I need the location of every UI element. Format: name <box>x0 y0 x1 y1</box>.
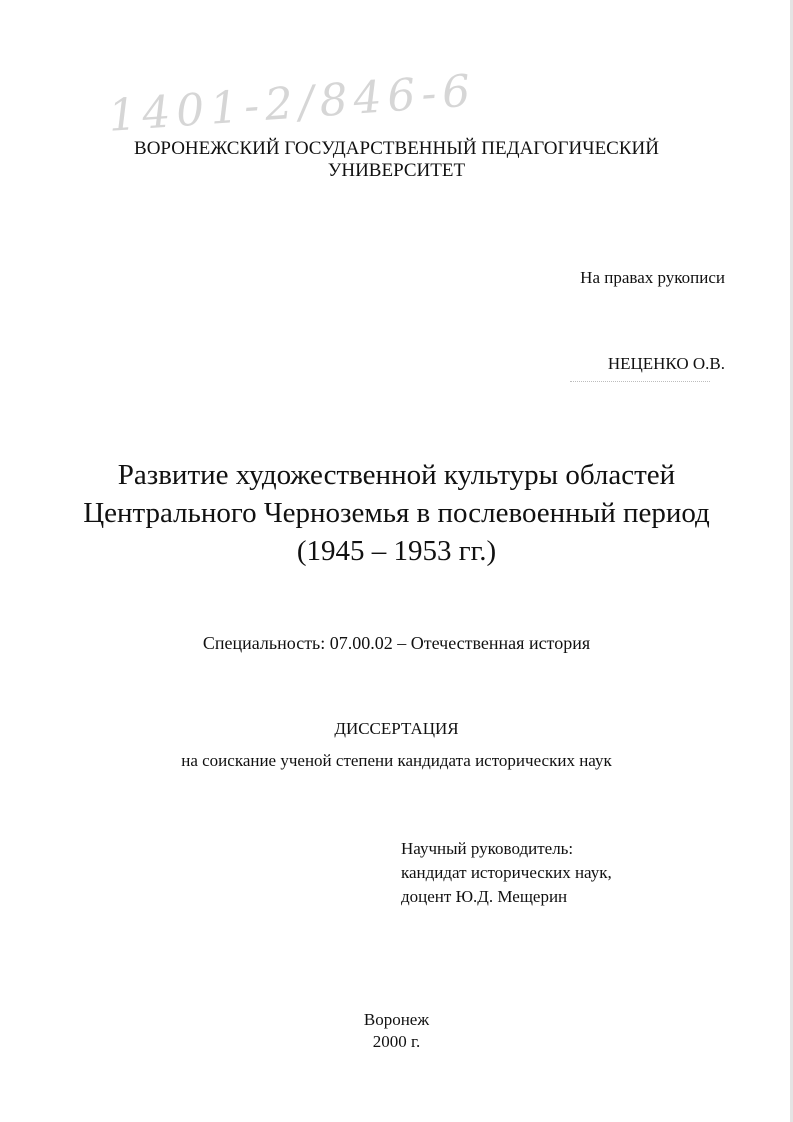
institution-name <box>0 138 793 182</box>
institution-line-2: УНИВЕРСИТЕТ <box>327 160 466 181</box>
dissertation-title <box>0 456 793 570</box>
author-underline <box>570 381 710 383</box>
supervisor-block <box>401 837 612 909</box>
city: Воронеж <box>363 1010 430 1029</box>
supervisor-line-2: кандидат исторических наук, <box>401 863 612 882</box>
place-and-year <box>0 1009 793 1053</box>
institution-line-1: ВОРОНЕЖСКИЙ ГОСУДАРСТВЕННЫЙ ПЕДАГОГИЧЕСКИЙ <box>134 138 659 159</box>
year: 2000 г. <box>372 1032 421 1051</box>
supervisor-line-3: доцент Ю.Д. Мещерин <box>401 887 568 906</box>
rights-note: На правах рукописи <box>580 268 725 287</box>
title-line-2: Центрального Черноземья в послевоенный период <box>83 497 710 529</box>
title-line-1: Развитие художественной культуры областей <box>117 459 676 491</box>
author-name: НЕЦЕНКО О.В. <box>607 354 725 373</box>
title-line-3: (1945 – 1953 гг.) <box>296 535 497 567</box>
degree-purpose: на соискание ученой степени кандидата исторических наук <box>181 751 612 770</box>
supervisor-line-1: Научный руководитель: <box>401 839 574 858</box>
specialty: Специальность: 07.00.02 – Отечественная история <box>202 633 591 653</box>
document-type: ДИССЕРТАЦИЯ <box>334 719 459 738</box>
handwritten-stamp: 1401-2/846-6 <box>106 65 478 142</box>
